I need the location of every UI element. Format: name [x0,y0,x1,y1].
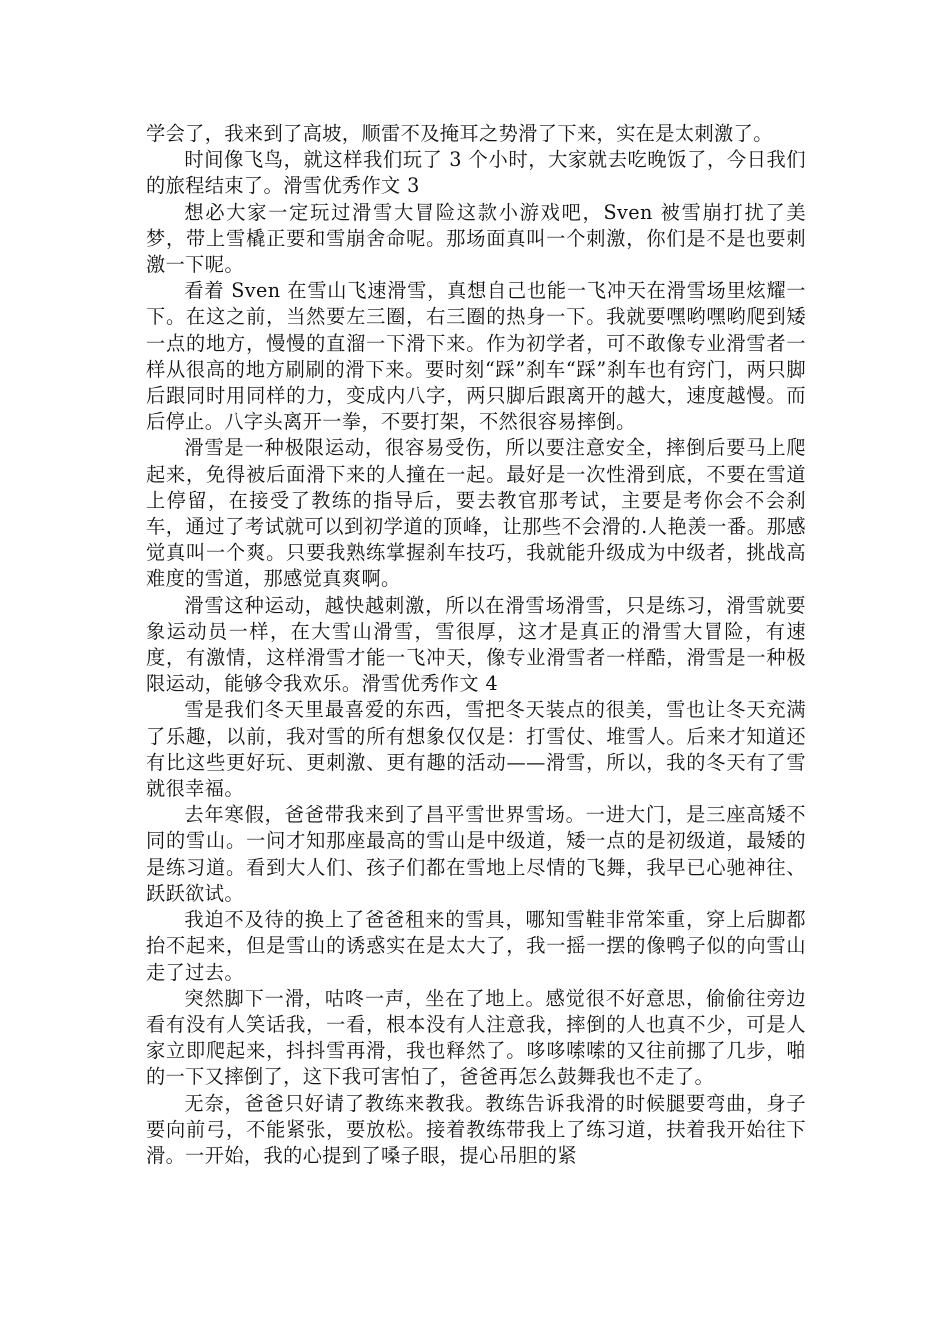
paragraph: 时间像飞鸟，就这样我们玩了 3 个小时，大家就去吃晚饭了，今日我们的旅程结束了。滑雪优秀作文 3 [146,148,806,198]
paragraph: 突然脚下一滑，咕咚一声，坐在了地上。感觉很不好意思，偷偷往旁边看有没有人笑话我，一看，根本没有人注意我，摔倒的人也真不少，可是人家立即爬起来，抖抖雪再滑，我也释然了。哆哆嗦嗦的又往前挪了几步，啪的一下又摔倒了，这下我可害怕了，爸爸再怎么鼓舞我也不走了。 [146,986,806,1089]
paragraph: 滑雪这种运动，越快越刺激，所以在滑雪场滑雪，只是练习，滑雪就要象运动员一样，在大雪山滑雪，雪很厚，这才是真正的滑雪大冒险，有速度，有激情，这样滑雪才能一飞冲天，像专业滑雪者一样酷，滑雪是一种极限运动，能够令我欢乐。滑雪优秀作文 4 [146,593,806,696]
paragraph: 学会了，我来到了高坡，顺雷不及掩耳之势滑了下来，实在是太刺激了。 [146,122,773,145]
document-body [146,121,806,1169]
paragraph: 无奈，爸爸只好请了教练来教我。教练告诉我滑的时候腿要弯曲，身子要向前弓，不能紧张，要放松。接着教练带我上了练习道，扶着我开始往下滑。一开始，我的心提到了嗓子眼，提心吊胆的紧 [146,1091,806,1167]
paragraph: 滑雪是一种极限运动，很容易受伤，所以要注意安全，摔倒后要马上爬起来，免得被后面滑下来的人撞在一起。最好是一次性滑到底，不要在雪道上停留，在接受了教练的指导后，要去教官那考试，主要是考你会不会刹车，通过了考试就可以到初学道的顶峰，让那些不会滑的.人艳羡一番。那感觉真叫一个爽。只要我熟练掌握刹车技巧，我就能升级成为中级者，挑战高难度的雪道，那感觉真爽啊。 [146,436,806,591]
paragraph: 想必大家一定玩过滑雪大冒险这款小游戏吧，Sven 被雪崩打扰了美梦，带上雪橇正要和雪崩舍命呢。那场面真叫一个刺激，你们是不是也要刺激一下呢。 [146,200,806,277]
paragraph: 我迫不及待的换上了爸爸租来的雪具，哪知雪鞋非常笨重，穿上后脚都抬不起来，但是雪山的诱惑实在是太大了，我一摇一摆的像鸭子似的向雪山走了过去。 [146,908,806,984]
paragraph: 雪是我们冬天里最喜爱的东西，雪把冬天装点的很美，雪也让冬天充满了乐趣，以前，我对雪的所有想象仅仅是：打雪仗、堆雪人。后来才知道还有比这些更好玩、更刺激、更有趣的活动——滑雪，所以，我的冬天有了雪就很幸福。 [146,698,806,801]
paragraph: 去年寒假，爸爸带我来到了昌平雪世界雪场。一进大门，是三座高矮不同的雪山。一问才知那座最高的雪山是中级道，矮一点的是初级道，最矮的是练习道。看到大人们、孩子们都在雪地上尽情的飞舞，我早已心驰神往、跃跃欲试。 [146,803,806,905]
paragraph: 看着 Sven 在雪山飞速滑雪，真想自己也能一飞冲天在滑雪场里炫耀一下。在这之前，当然要左三圈，右三圈的热身一下。我就要嘿哟嘿哟爬到矮一点的地方，慢慢的直溜一下滑下来。作为初学者，可不敢像专业滑雪者一样从很高的地方刷刷的滑下来。要时刻“踩”刹车“踩”刹车也有窍门，两只脚后跟同时用同样的力，变成内八字，两只脚后跟离开的越大，速度越慢。而后停止。八字头离开一拳，不要打架，不然很容易摔倒。 [146,279,806,434]
